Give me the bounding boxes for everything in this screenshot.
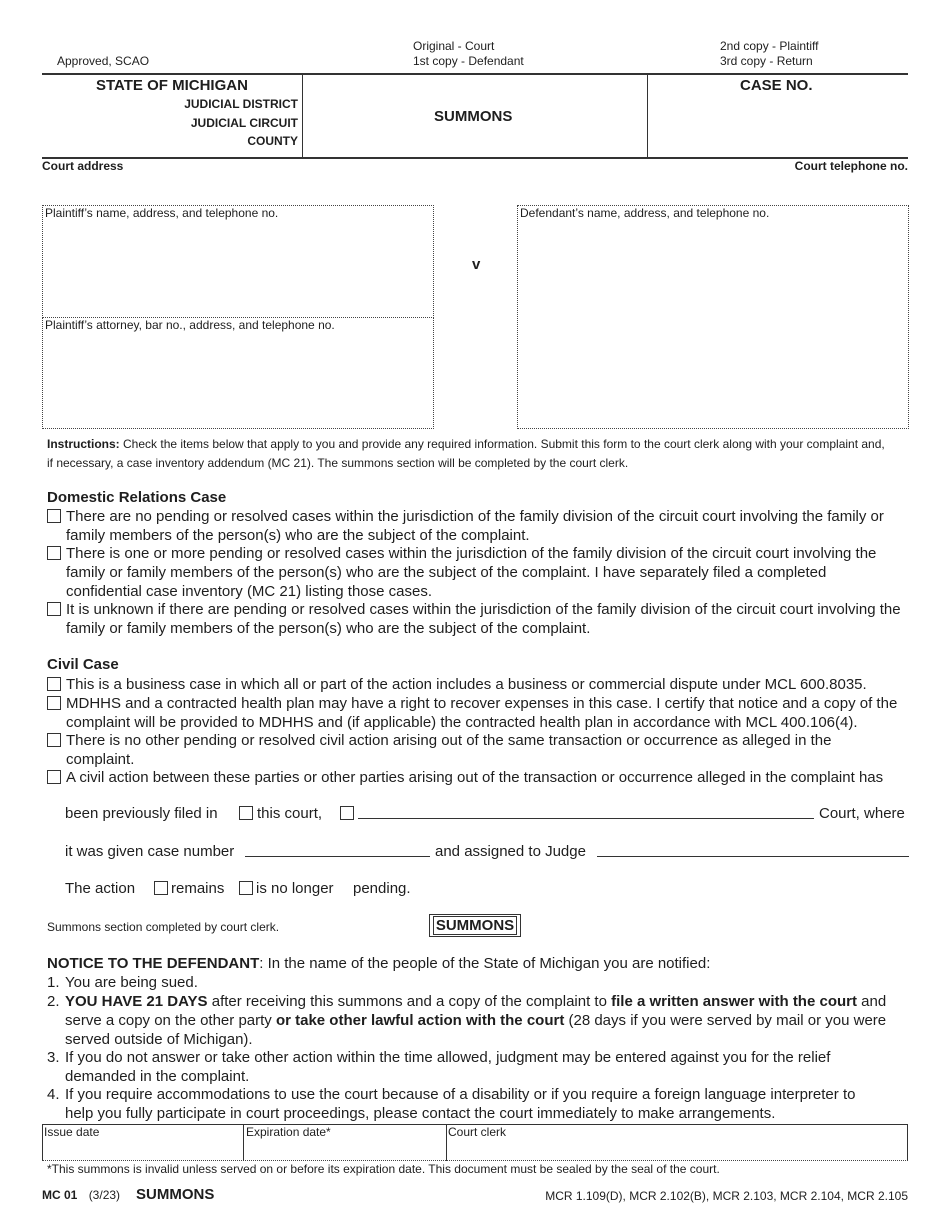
court-address-label: Court address <box>42 159 124 173</box>
judicial-circuit-label: JUDICIAL CIRCUIT <box>190 116 298 130</box>
domestic-checkbox-2[interactable] <box>47 546 61 560</box>
domestic-heading: Domestic Relations Case <box>47 489 227 506</box>
page-title: SUMMONS <box>434 108 513 125</box>
action-label: The action <box>65 880 136 897</box>
notice-item-2 <box>47 992 917 1049</box>
instructions-text-2: if necessary, a case inventory addendum (MC 21). The summons section will be completed by the court clerk. <box>47 456 629 470</box>
no-longer-label: is no longer <box>256 880 334 897</box>
form-footer <box>42 1188 120 1202</box>
notice-number: 3. <box>47 1049 60 1066</box>
copy-original: Original - Court <box>413 39 495 53</box>
copy-second: 2nd copy - Plaintiff <box>720 39 819 53</box>
civil-item <box>47 675 917 694</box>
notice-item-3 <box>47 1048 897 1086</box>
civil-heading: Civil Case <box>47 656 119 673</box>
header-divider-right <box>647 74 648 157</box>
case-number-label: it was given case number <box>65 843 235 860</box>
plaintiff-box[interactable] <box>42 205 434 318</box>
footer-title: SUMMONS <box>136 1186 215 1203</box>
civil-checkbox-4[interactable] <box>47 770 61 784</box>
issue-divider-2 <box>446 1124 447 1161</box>
approved-label: Approved, SCAO <box>57 54 150 68</box>
defendant-label: Defendant’s name, address, and telephone no. <box>520 206 770 220</box>
header-top-rule <box>42 73 908 75</box>
other-court-checkbox[interactable] <box>340 806 354 820</box>
notice-number: 1. <box>47 974 60 991</box>
summons-box <box>429 914 521 937</box>
notice-item-1 <box>47 973 917 992</box>
notice-text: (28 days if you were served by mail or you were served outside of Michigan). <box>65 1012 887 1048</box>
prev-filed-label: been previously filed in <box>65 805 218 822</box>
clerk-note: Summons section completed by court clerk. <box>47 920 280 934</box>
attorney-box[interactable] <box>42 317 434 429</box>
expiration-date-field[interactable] <box>246 1140 444 1158</box>
domestic-item <box>47 544 897 601</box>
notice-heading-line <box>47 955 710 972</box>
state-name: STATE OF MICHIGAN <box>96 77 248 94</box>
assigned-judge-label: and assigned to Judge <box>435 843 586 860</box>
issue-date-label: Issue date <box>44 1125 100 1139</box>
domestic-checkbox-1[interactable] <box>47 509 61 523</box>
attorney-label: Plaintiff’s attorney, bar no., address, and telephone no. <box>45 318 335 332</box>
judge-input[interactable] <box>597 856 909 857</box>
notice-item-text: You are being sued. <box>65 974 198 991</box>
copy-third: 3rd copy - Return <box>720 54 813 68</box>
civil-item-text: MDHHS and a contracted health plan may have a right to recover expenses in this case. I certify that notice and a copy of the complaint will be provided to MDHHS and (if applicable) the contracted health plan in accordance with MCL 400.106(4). <box>66 695 898 731</box>
instructions-text-1: Check the items below that apply to you and provide any required information. Submit this form to the court clerk along with your complaint and, <box>119 437 885 451</box>
civil-item <box>47 731 897 769</box>
header-divider-left <box>302 74 303 157</box>
form-revision: (3/23) <box>88 1188 121 1202</box>
notice-heading-rest: : In the name of the people of the State of Michigan you are notified: <box>259 955 711 972</box>
other-court-input[interactable] <box>358 818 814 819</box>
plaintiff-label: Plaintiff’s name, address, and telephone no. <box>45 206 279 220</box>
court-where-label: Court, where <box>819 805 905 822</box>
notice-text: after receiving this summons and a copy of the complaint to <box>207 993 612 1010</box>
domestic-item <box>47 507 917 545</box>
civil-checkbox-3[interactable] <box>47 733 61 747</box>
instructions <box>47 435 917 473</box>
judicial-district-label: JUDICIAL DISTRICT <box>184 97 298 111</box>
notice-21-days: YOU HAVE 21 DAYS <box>65 993 208 1010</box>
domestic-item-text: It is unknown if there are pending or resolved cases within the jurisdiction of the family division of the circuit court involving the family or family members of the person(s) who are the subject of the complaint. <box>66 601 901 637</box>
summons-box-label: SUMMONS <box>433 916 517 935</box>
notice-item-text: If you do not answer or take other action within the time allowed, judgment may be entered against you for the relief demanded in the complaint. <box>65 1049 831 1085</box>
domestic-item-text: There is one or more pending or resolved cases within the jurisdiction of the family division of the circuit court involving the family or family members of the person(s) who are the subject of the complaint. I have separately filed a completed confidential case inventory (MC 21) listing those cases. <box>66 545 877 600</box>
court-clerk-field[interactable] <box>448 1140 906 1158</box>
notice-item-4 <box>47 1085 883 1123</box>
form-id: MC 01 <box>42 1188 78 1202</box>
domestic-item-text: There are no pending or resolved cases within the jurisdiction of the family division of the circuit court involving the family or family members of the person(s) who are the subject of the complaint. <box>66 508 884 544</box>
civil-item-text: There is no other pending or resolved civil action arising out of the same transaction or occurrence as alleged in the complaint. <box>66 732 832 768</box>
domestic-checkbox-3[interactable] <box>47 602 61 616</box>
this-court-label: this court, <box>257 805 323 822</box>
civil-item <box>47 694 917 732</box>
notice-lawful-action: or take other lawful action with the court <box>275 1012 565 1029</box>
no-longer-checkbox[interactable] <box>239 881 253 895</box>
civil-item-text: A civil action between these parties or other parties arising out of the transaction or occurrence alleged in the complaint has <box>66 769 884 786</box>
court-telephone-label: Court telephone no. <box>794 159 908 173</box>
remains-label: remains <box>171 880 225 897</box>
civil-item <box>47 768 917 787</box>
instructions-label: Instructions: <box>47 437 120 451</box>
header-bottom-rule <box>42 157 908 159</box>
notice-text: and serve a copy on the other party <box>65 993 887 1029</box>
domestic-item <box>47 600 917 638</box>
notice-file-answer: file a written answer with the court <box>611 993 857 1010</box>
pending-label: pending. <box>353 880 411 897</box>
remains-checkbox[interactable] <box>154 881 168 895</box>
expiration-footnote: *This summons is invalid unless served on or before its expiration date. This document must be sealed by the seal of the court. <box>47 1162 720 1176</box>
issue-date-field[interactable] <box>44 1140 241 1158</box>
notice-number: 4. <box>47 1086 60 1103</box>
versus-label: v <box>472 256 481 273</box>
notice-heading: NOTICE TO THE DEFENDANT <box>47 955 260 972</box>
notice-number: 2. <box>47 993 60 1010</box>
defendant-box[interactable] <box>517 205 909 429</box>
case-no-label: CASE NO. <box>740 77 813 94</box>
case-number-input[interactable] <box>245 856 430 857</box>
notice-item-text <box>47 992 917 1049</box>
county-label: COUNTY <box>247 134 298 148</box>
issue-divider-1 <box>243 1124 244 1161</box>
copy-first: 1st copy - Defendant <box>413 54 524 68</box>
civil-checkbox-2[interactable] <box>47 696 61 710</box>
court-clerk-label: Court clerk <box>448 1125 507 1139</box>
this-court-checkbox[interactable] <box>239 806 253 820</box>
civil-item-text: This is a business case in which all or part of the action includes a business or commercial dispute under MCL 600.8035. <box>66 676 867 693</box>
court-rules: MCR 1.109(D), MCR 2.102(B), MCR 2.103, MCR 2.104, MCR 2.105 <box>545 1189 908 1203</box>
expiration-date-label: Expiration date* <box>246 1125 331 1139</box>
notice-item-text: If you require accommodations to use the court because of a disability or if you require a foreign language interpreter to help you fully participate in court proceedings, please contact the court immediately to make arrangements. <box>65 1086 856 1122</box>
civil-checkbox-1[interactable] <box>47 677 61 691</box>
